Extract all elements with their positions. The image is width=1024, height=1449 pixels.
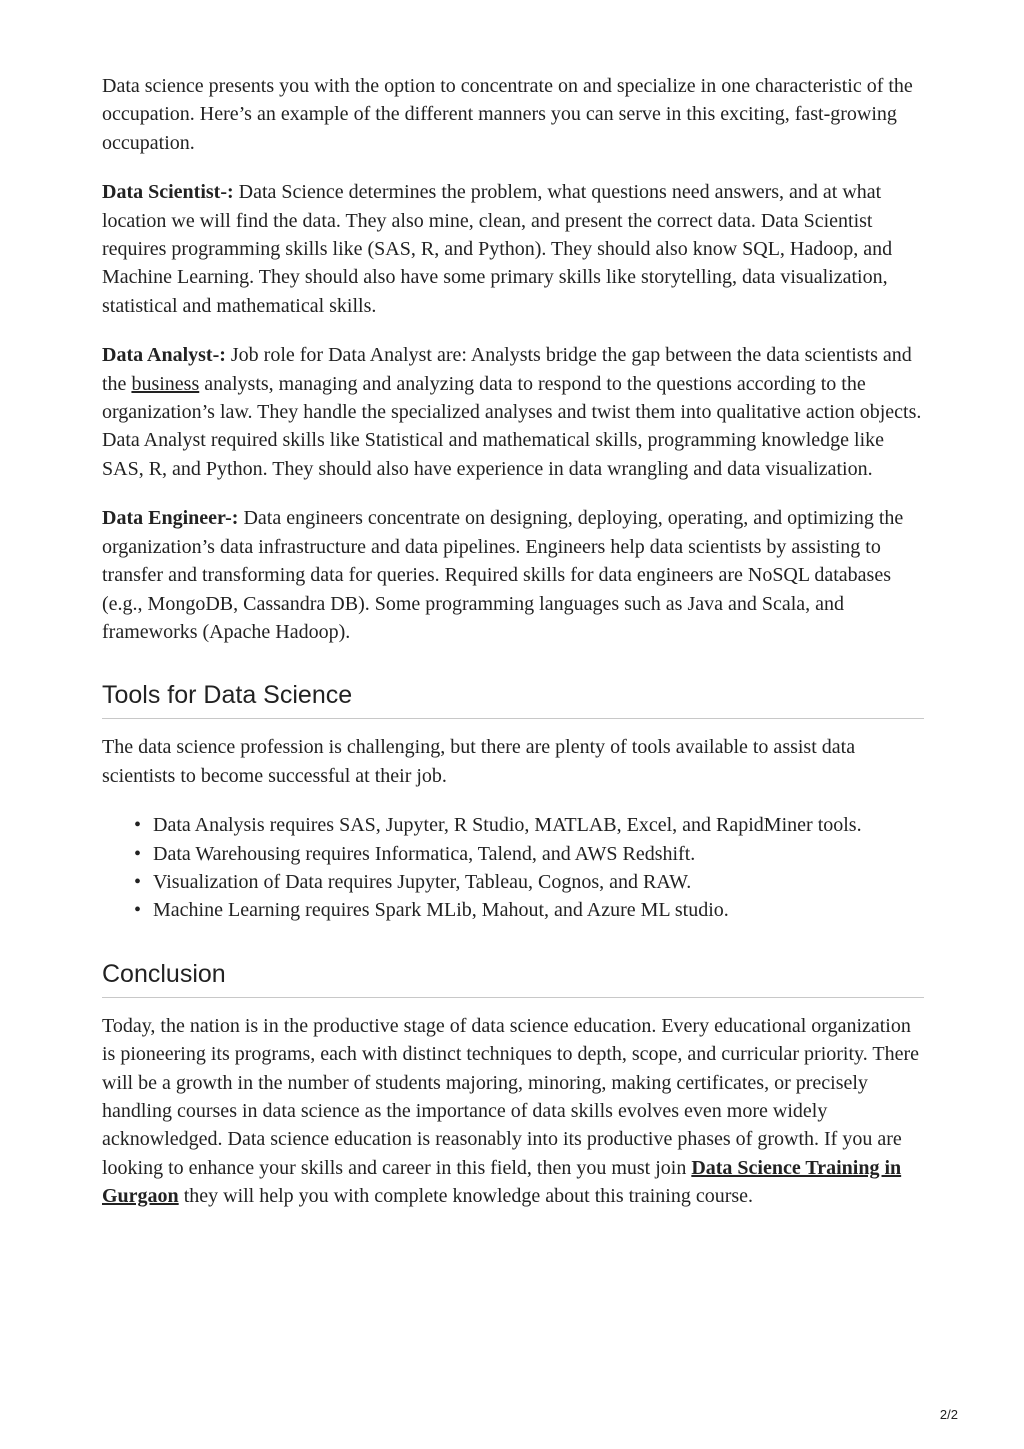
tools-list — [102, 811, 924, 925]
tools-item-text: Data Analysis requires SAS, Jupyter, R Studio, MATLAB, Excel, and RapidMiner tools. — [153, 814, 862, 837]
conclusion-text-after: they will help you with complete knowledge about this training course. — [178, 1185, 754, 1208]
bullet-icon: • — [134, 870, 142, 893]
page-number: 2/2 — [939, 1407, 958, 1422]
data-analyst-paragraph — [102, 341, 924, 483]
list-item — [134, 811, 924, 839]
data-analyst-text-after: analysts, managing and analyzing data to respond to the questions according to the organization’s law. They handle the specialized analyses and twist them into qualitative action objects. Data Analyst required skills like Statistical and mathematical skills, programming knowledge like SAS, R, and Python. They should also have experience in data wrangling and data visualization. — [102, 372, 922, 480]
list-item — [134, 840, 924, 868]
data-scientist-label: Data Scientist-: — [102, 181, 234, 204]
business-link[interactable]: business — [131, 372, 200, 395]
tools-item-text: Visualization of Data requires Jupyter, Tableau, Cognos, and RAW. — [153, 870, 692, 893]
list-item — [134, 896, 924, 924]
data-analyst-text-before: Job role for Data Analyst are: Analysts bridge the gap between the data scientists and the — [102, 344, 912, 395]
document-body — [102, 72, 924, 1232]
intro-paragraph: Data science presents you with the option to concentrate on and specialize in one characteristic of the occupation. Here’s an example of the different manners you can serve in this exciting, fast-growing occupation. — [102, 75, 913, 154]
tools-heading: Tools for Data Science — [102, 680, 924, 719]
list-item — [134, 868, 924, 896]
tools-intro: The data science profession is challenging, but there are plenty of tools available to assist data scientists to become successful at their job. — [102, 736, 856, 787]
data-engineer-label: Data Engineer-: — [102, 507, 239, 530]
data-engineer-text: Data engineers concentrate on designing, deploying, operating, and optimizing the organization’s data infrastructure and data pipelines. Engineers help data scientists by assisting to transfer and transforming data for queries. Required skills for data engineers are NoSQL databases (e.g., MongoDB, Cassandra DB). Some programming languages such as Java and Scala, and frameworks (Apache Hadoop). — [102, 507, 904, 643]
bullet-icon: • — [134, 814, 142, 837]
conclusion-text-before: Today, the nation is in the productive stage of data science education. Every educational organization is pioneering its programs, each with distinct techniques to depth, scope, and curricular priority. There will be a growth in the number of students majoring, minoring, making certificates, or precisely handling courses in data science as the importance of data skills evolves even more widely acknowledged. Data science education is reasonably into its productive phases of growth. If you are looking to enhance your skills and career in this field, then you must join — [102, 1014, 919, 1179]
bullet-icon: • — [134, 842, 142, 865]
tools-item-text: Machine Learning requires Spark MLib, Mahout, and Azure ML studio. — [153, 899, 729, 922]
training-link[interactable]: Data Science Training in Gurgaon — [102, 1156, 902, 1208]
data-scientist-text: Data Science determines the problem, what questions need answers, and at what location we will find the data. They also mine, clean, and present the correct data. Data Scientist requires programming skills like (SAS, R, and Python). They should also know SQL, Hadoop, and Machine Learning. They should also have some primary skills like storytelling, data visualization, statistical and mathematical skills. — [102, 181, 893, 317]
data-engineer-paragraph — [102, 504, 924, 646]
data-scientist-paragraph — [102, 178, 924, 320]
bullet-icon: • — [134, 899, 142, 922]
conclusion-paragraph — [102, 1012, 924, 1211]
tools-item-text: Data Warehousing requires Informatica, Talend, and AWS Redshift. — [153, 842, 696, 865]
data-analyst-label: Data Analyst-: — [102, 344, 226, 367]
conclusion-heading: Conclusion — [102, 959, 924, 998]
